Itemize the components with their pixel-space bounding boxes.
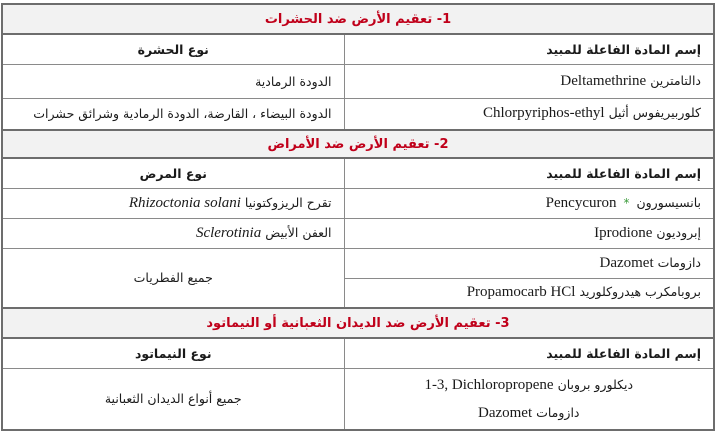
substance-cell (344, 64, 714, 98)
substance-latin: Chlorpyriphos-ethyl (482, 105, 605, 122)
section-2-header (2, 130, 714, 158)
asterisk-mark: * (623, 195, 630, 210)
substance-latin: Deltamethrine (560, 72, 647, 89)
substance-latin: Iprodione (594, 224, 653, 241)
substance-line (357, 399, 702, 427)
substance-arabic: بانسيسورون (636, 194, 701, 210)
substance-arabic: إبروديون (656, 224, 701, 240)
substance-cell (344, 368, 714, 430)
substance-arabic: دازومات (657, 254, 701, 270)
substance-column-header: إسم المادة الفاعلة للمبيد (344, 338, 714, 368)
substance-cell (344, 218, 714, 248)
substance-latin: Dazomet (477, 404, 533, 421)
target-cell (2, 218, 344, 248)
substance-latin: 1-3, Dichloropropene (424, 376, 554, 393)
substance-cell (344, 278, 714, 308)
substance-line (357, 371, 702, 399)
pesticide-table (1, 3, 715, 431)
target-cell: الدودة الرمادية (2, 64, 344, 98)
fungi-target-cell: جميع الفطريات (2, 248, 344, 308)
table-row (2, 64, 714, 98)
section-3-title: 3- تعقيم الأرض ضد الديدان الثعبانية أو النيماتود (2, 308, 714, 338)
target-cell: الدودة البيضاء ، القارضة، الدودة الرمادية وشرائق حشرات (2, 98, 344, 130)
pesticide-document (3, 3, 715, 431)
substance-arabic: دازومات (536, 404, 580, 420)
section-1-header (2, 4, 714, 34)
substance-latin: Dazomet (599, 254, 654, 271)
substance-arabic: ديكلورو بروبان (557, 376, 634, 392)
substance-column-header: إسم المادة الفاعلة للمبيد (344, 34, 714, 64)
table-row (2, 188, 714, 218)
substance-cell (344, 248, 714, 278)
substance-latin: Pencycuron (545, 194, 617, 211)
nematode-type-column-header: نوع النيماتود (2, 338, 344, 368)
table-row (2, 98, 714, 130)
disease-latin: Rhizoctonia solani (128, 194, 241, 211)
section-2-title: 2- تعقيم الأرض ضد الأمراض (2, 130, 714, 158)
substance-column-header: إسم المادة الفاعلة للمبيد (344, 158, 714, 188)
section-3-column-headers (2, 338, 714, 368)
section-2-column-headers (2, 158, 714, 188)
disease-type-column-header: نوع المرض (2, 158, 344, 188)
table-row (2, 218, 714, 248)
substance-latin: Propamocarb HCl (466, 284, 576, 301)
disease-latin: Sclerotinia (195, 224, 262, 241)
disease-arabic: العفن الأبيض (265, 224, 332, 240)
target-cell: جميع أنواع الديدان الثعبانية (2, 368, 344, 430)
table-row (2, 368, 714, 430)
substance-cell (344, 188, 714, 218)
section-3-header (2, 308, 714, 338)
target-cell (2, 188, 344, 218)
substance-cell (344, 98, 714, 130)
section-1-title: 1- تعقيم الأرض ضد الحشرات (2, 4, 714, 34)
disease-arabic: تقرح الريزوكتونيا (244, 194, 332, 210)
substance-arabic: كلوربيريفوس أثيل (608, 105, 701, 121)
insect-type-column-header: نوع الحشرة (2, 34, 344, 64)
substance-arabic: دالتامترين (650, 72, 701, 88)
section-1-column-headers (2, 34, 714, 64)
substance-arabic: بروبامكرب هيدروكلوريد (579, 284, 701, 300)
table-row (2, 248, 714, 278)
